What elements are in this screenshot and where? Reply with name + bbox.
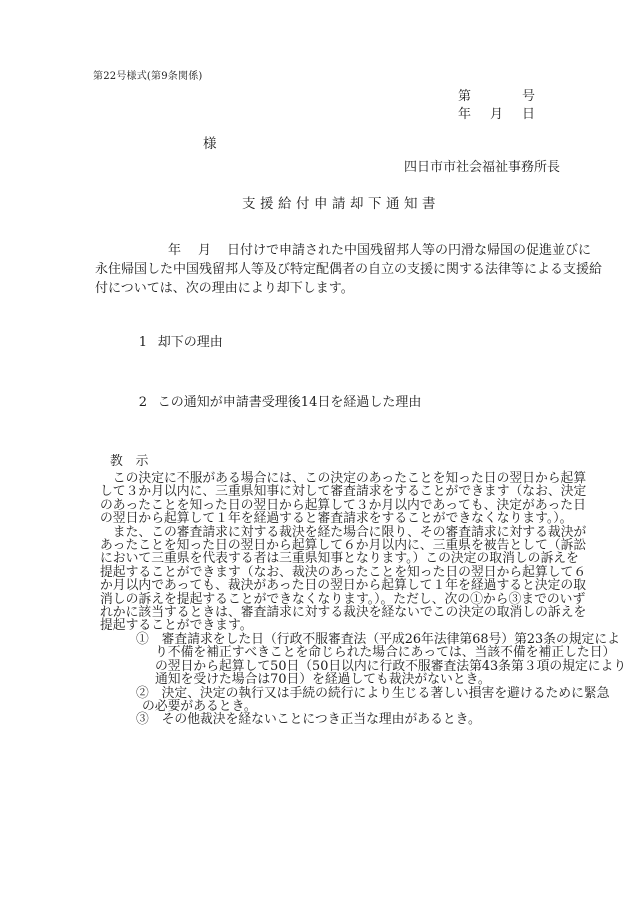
date-day-label: 日 (522, 107, 536, 122)
rejection-reason-item-2 (114, 373, 421, 433)
body-line-1 (95, 241, 592, 260)
rejection-reason-item-1 (114, 313, 421, 373)
guidance-item-1-line: ① 審査請求をした日（行政不服審査法（平成26年法律第68号）第23条の規定によ (136, 631, 620, 647)
body-date-year-label: 年 (168, 243, 182, 258)
guidance-line: 提起することができます（なお、裁決のあったことを知った日の翌日から起算して６ (100, 564, 587, 580)
document-title: 支援給付申請却下通知書 (242, 196, 440, 212)
reason-1-text: 却下の理由 (157, 335, 223, 350)
appeal-guidance-heading: 教 示 (110, 454, 149, 469)
date-month-label: 月 (490, 107, 504, 122)
reason-2-text: この通知が申請書受理後14日を経過した理由 (157, 395, 422, 410)
guidance-item-3-line: ③ その他裁決を経ないことにつき正当な理由があるとき。 (136, 712, 481, 728)
guidance-line: の翌日から起算して１年を経過すると審査請求をすることができなくなります。）。 (100, 511, 573, 527)
reason-2-number: 2 (138, 395, 148, 410)
guidance-line: して３か月以内に、三重県知事に対して審査請求をすることができます（なお、決定 (100, 484, 587, 500)
body-line-2: 永住帰国した中国残留邦人等及び特定配偶者の自立の支援に関する法律等による支援給 (95, 262, 603, 277)
sender-title: 四日市市社会福祉事務所長 (404, 160, 561, 175)
guidance-line: あったことを知った日の翌日から起算して６か月以内に、三重県を被告として（訴訟 (100, 538, 587, 554)
body-date-month-label: 月 (198, 243, 212, 258)
guidance-line: のあったことを知った日の翌日から起算して３か月以内であっても、決定があった日 (100, 497, 586, 513)
guidance-line: れかに該当するときは、審査請求に対する裁決を経ないでこの決定の取消しの訴えを (100, 605, 587, 621)
addressee-honorific: 様 (203, 136, 217, 152)
guidance-item-1-line: の翌日から起算して50日（50日以内に行政不服審査法第43条第３項の規定により (155, 658, 627, 674)
guidance-item-2-line: ② 決定、決定の執行又は手続の続行により生じる著しい損害を避けるために緊急 (136, 685, 610, 701)
body-paragraph (95, 241, 603, 298)
appeal-guidance-section (100, 454, 627, 728)
rejection-reasons-list (114, 313, 421, 433)
guidance-line: 提起することができます。 (100, 618, 253, 634)
guidance-item-1-line: 通知を受けた場合は70日）を経過しても裁決がないとき。 (155, 672, 491, 688)
date-year-label: 年 (458, 107, 472, 122)
document-number-suffix: 号 (522, 89, 536, 104)
guidance-line: において三重県を代表する者は三重県知事となります。）この決定の取消しの訴えを (100, 551, 579, 567)
guidance-line: か月以内であっても、裁決があった日の翌日から起算して１年を経過すると決定の取 (100, 578, 587, 594)
guidance-line: 消しの訴えを提起することができなくなります。）。ただし、次の①から③までのいず (100, 591, 586, 607)
form-number-label: 第22号様式(第9条関係) (93, 71, 203, 82)
body-line-1-text: 日付けで申請された中国残留邦人等の円滑な帰国の促進並びに (227, 243, 592, 258)
document-number-prefix: 第 (458, 89, 472, 104)
guidance-line: この決定に不服がある場合には、この決定のあったことを知った日の翌日から起算 (100, 471, 587, 486)
guidance-item-1-line: り不備を補正すべきことを命じられた場合にあっては、当該不備を補正した日） (155, 645, 616, 661)
guidance-line: また、この審査請求に対する裁決を経た場合に限り、その審査請求に対する裁決が (100, 524, 587, 540)
body-line-3: 付については、次の理由により却下します。 (95, 281, 354, 296)
reason-1-number: 1 (138, 335, 148, 350)
guidance-item-2-line: の必要があるとき。 (142, 698, 257, 714)
